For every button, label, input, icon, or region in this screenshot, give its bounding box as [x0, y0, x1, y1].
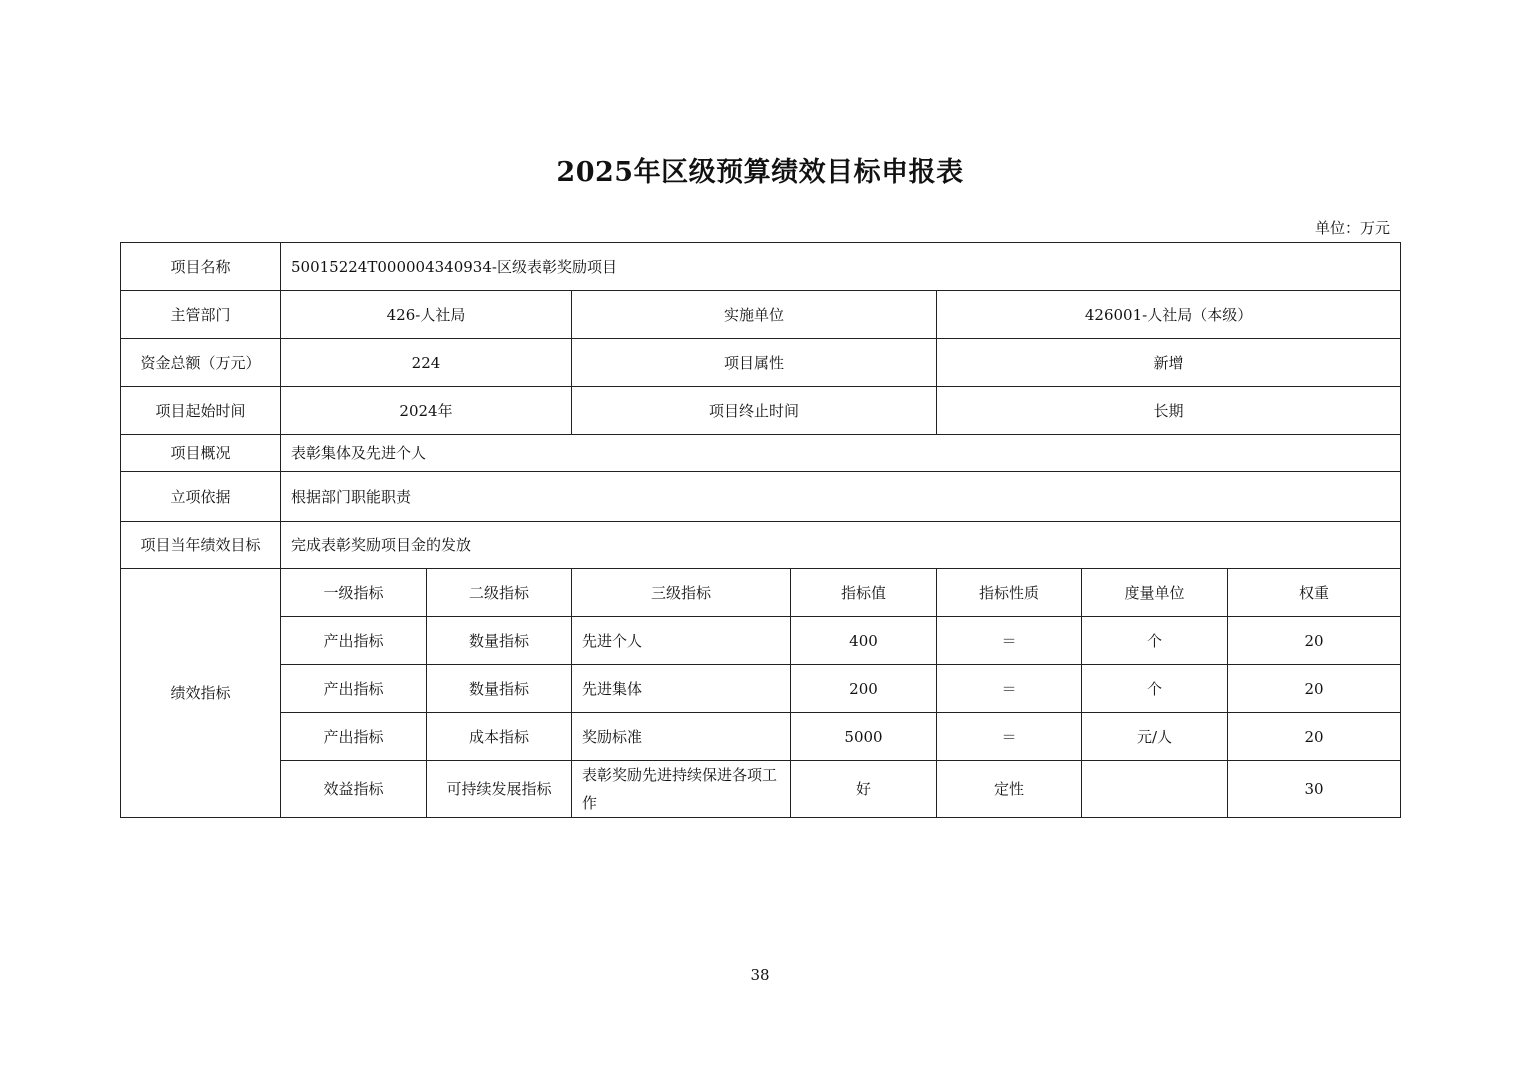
end-time-label: 项目终止时间: [572, 387, 937, 435]
performance-goal-table: [120, 242, 1401, 818]
table-row: [121, 387, 1401, 435]
basis-value: 根据部门职能职责: [281, 472, 1401, 522]
project-attr-label: 项目属性: [572, 339, 937, 387]
value-cell: 5000: [791, 713, 937, 761]
level1-cell: 产出指标: [281, 665, 427, 713]
table-row: [121, 472, 1401, 522]
header-level2: 二级指标: [427, 569, 572, 617]
level2-cell: 数量指标: [427, 665, 572, 713]
page-number: 38: [750, 966, 770, 984]
header-weight: 权重: [1228, 569, 1401, 617]
funds-label: 资金总额（万元）: [121, 339, 281, 387]
level2-cell: 数量指标: [427, 617, 572, 665]
project-attr-value: 新增: [937, 339, 1401, 387]
nature-cell: ＝: [937, 713, 1082, 761]
level2-cell: 成本指标: [427, 713, 572, 761]
table-row: [121, 522, 1401, 569]
weight-cell: 20: [1228, 617, 1401, 665]
level1-cell: 产出指标: [281, 713, 427, 761]
nature-cell: ＝: [937, 617, 1082, 665]
overview-label: 项目概况: [121, 435, 281, 472]
value-cell: 好: [791, 761, 937, 818]
value-cell: 400: [791, 617, 937, 665]
project-name-value: 50015224T000004340934-区级表彰奖励项目: [281, 243, 1401, 291]
start-time-value: 2024年: [281, 387, 572, 435]
indicators-section-label: 绩效指标: [121, 569, 281, 818]
unit-cell: [1082, 761, 1228, 818]
overview-value: 表彰集体及先进个人: [281, 435, 1401, 472]
weight-cell: 20: [1228, 665, 1401, 713]
level1-cell: 效益指标: [281, 761, 427, 818]
basis-label: 立项依据: [121, 472, 281, 522]
level3-cell: 奖励标准: [572, 713, 791, 761]
dept-label: 主管部门: [121, 291, 281, 339]
indicator-row: [121, 761, 1401, 818]
weight-cell: 30: [1228, 761, 1401, 818]
unit-cell: 元/人: [1082, 713, 1228, 761]
goal-value: 完成表彰奖励项目金的发放: [281, 522, 1401, 569]
header-unit: 度量单位: [1082, 569, 1228, 617]
level3-cell: 先进集体: [572, 665, 791, 713]
value-cell: 200: [791, 665, 937, 713]
header-nature: 指标性质: [937, 569, 1082, 617]
table-row: [121, 435, 1401, 472]
nature-cell: 定性: [937, 761, 1082, 818]
indicator-row: [121, 665, 1401, 713]
table-row: [121, 243, 1401, 291]
unit-cell: 个: [1082, 617, 1228, 665]
header-value: 指标值: [791, 569, 937, 617]
header-level1: 一级指标: [281, 569, 427, 617]
impl-unit-value: 426001-人社局（本级）: [937, 291, 1401, 339]
end-time-value: 长期: [937, 387, 1401, 435]
unit-label: 单位：万元: [1314, 219, 1390, 237]
nature-cell: ＝: [937, 665, 1082, 713]
indicator-row: [121, 713, 1401, 761]
weight-cell: 20: [1228, 713, 1401, 761]
project-name-label: 项目名称: [121, 243, 281, 291]
page-title: 2025年区级预算绩效目标申报表: [556, 157, 964, 188]
header-level3: 三级指标: [572, 569, 791, 617]
table-row: [121, 339, 1401, 387]
impl-unit-label: 实施单位: [572, 291, 937, 339]
indicator-row: [121, 617, 1401, 665]
goal-label: 项目当年绩效目标: [121, 522, 281, 569]
level3-cell: 先进个人: [572, 617, 791, 665]
dept-value: 426-人社局: [281, 291, 572, 339]
table-row: [121, 291, 1401, 339]
level1-cell: 产出指标: [281, 617, 427, 665]
level3-cell: 表彰奖励先进持续保进各项工作: [572, 761, 791, 818]
unit-cell: 个: [1082, 665, 1228, 713]
funds-value: 224: [281, 339, 572, 387]
level2-cell: 可持续发展指标: [427, 761, 572, 818]
start-time-label: 项目起始时间: [121, 387, 281, 435]
indicator-header-row: [121, 569, 1401, 617]
